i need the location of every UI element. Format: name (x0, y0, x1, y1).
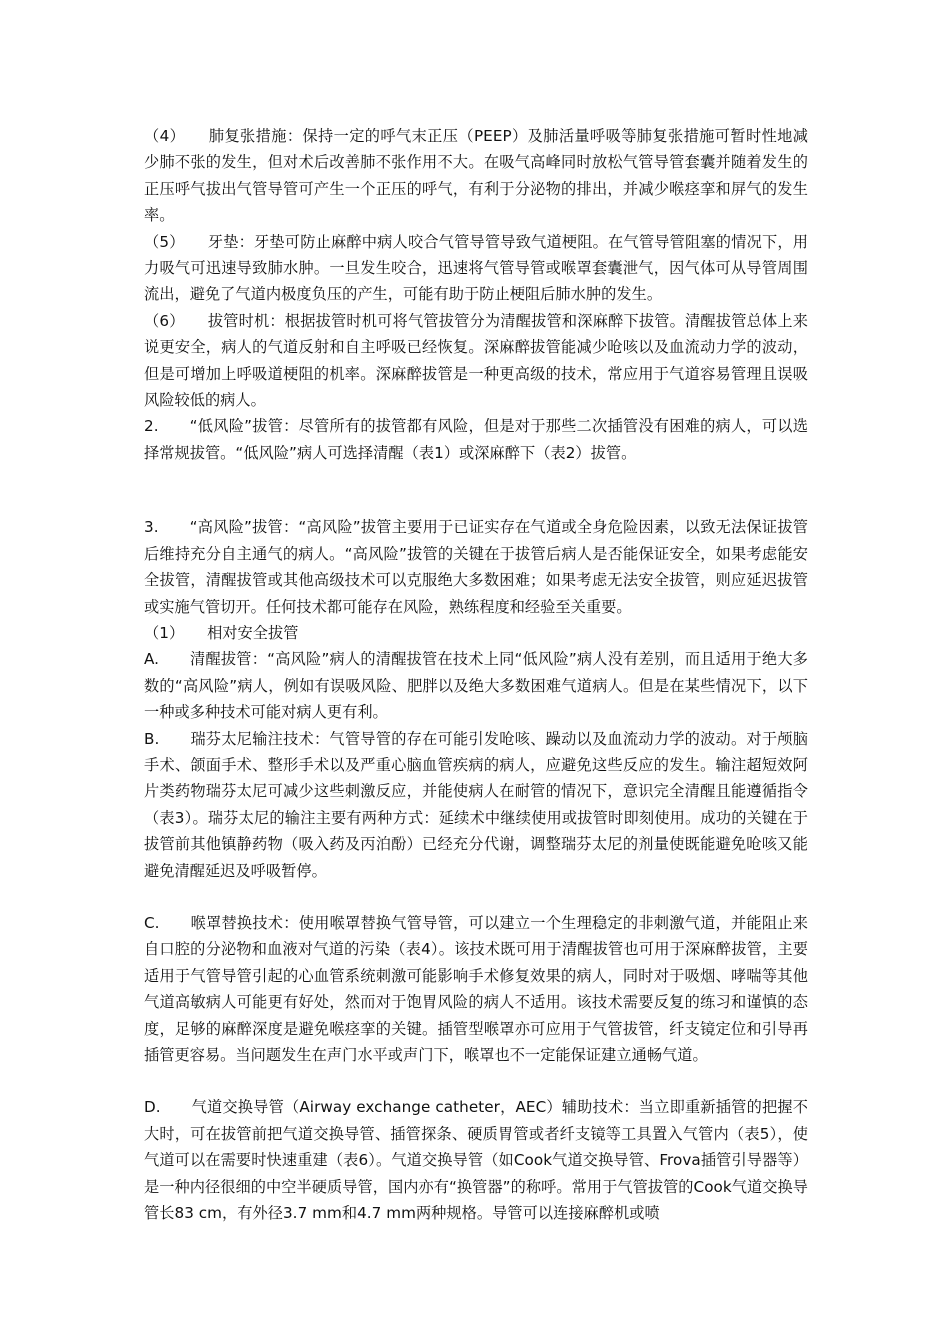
paragraph-lung-recruitment: （4） 肺复张措施：保持一定的呼气末正压（PEEP）及肺活量呼吸等肺复张措施可暂时性地减少肺不张的发生，但对术后改善肺不张作用不大。在吸气高峰同时放松气管导管套囊并随着发生的正压呼气拔出气管导管可产生一个正压的呼气，有利于分泌物的排出，并减少喉痉挛和屏气的发生率。 (144, 127, 808, 225)
paragraph-laryngeal-mask-exchange: C. 喉罩替换技术：使用喉罩替换气管导管，可以建立一个生理稳定的非刺激气道，并能阻止来自口腔的分泌物和血液对气道的污染（表4）。该技术既可用于清醒拔管也可用于深麻醉拔管，主要适用于气管导管引起的心血管系统刺激可能影响手术修复效果的病人，同时对于吸烟、哮喘等其他气道高敏病人可能更有好处，然而对于饱胃风险的病人不适用。该技术需要反复的练习和谨慎的态度，足够的麻醉深度是避免喉痉挛的关键。插管型喉罩亦可应用于气管拔管，纤支镜定位和引导再插管更容易。当问题发生在声门水平或声门下，喉罩也不一定能保证建立通畅气道。 (144, 913, 808, 1064)
blank-gap (144, 884, 808, 910)
paragraph-bite-block: （5） 牙垫：牙垫可防止麻醉中病人咬合气管导管导致气道梗阻。在气管导管阻塞的情况下，用力吸气可迅速导致肺水肿。一旦发生咬合，迅速将气管导管或喉罩套囊泄气，因气体可从导管周围流出，避免了气道内极度负压的产生，可能有助于防止梗阻后肺水肿的发生。 (144, 232, 808, 304)
paragraph-extubation-timing: （6） 拔管时机：根据拔管时机可将气管拔管分为清醒拔管和深麻醉下拔管。清醒拔管总体上来说更安全，病人的气道反射和自主呼吸已经恢复。深麻醉拔管能减少呛咳以及血流动力学的波动，但是可增加上呼吸道梗阻的机率。深麻醉拔管是一种更高级的技术，常应用于气道容易管理且误吸风险较低的病人。 (144, 311, 808, 410)
paragraph-airway-exchange-catheter: D. 气道交换导管（Airway exchange catheter，AEC）辅助技术：当立即重新插管的把握不大时，可在拔管前把气道交换导管、插管探条、硬质胃管或者纤支镜等工具置入气管内（表5），使气道可以在需要时快速重建（表6）。气道交换导管（如Cook气道交换导管、Frova插管引导器等）是一种内径很细的中空半硬质导管，国内亦有“换管器”的称呼。常用于气管拔管的Cook气道交换导管长83 cm，有外径3.7 mm和4.7 mm两种规格。导管可以连接麻醉机或喷 (144, 1098, 808, 1223)
paragraph-awake-extubation: A. 清醒拔管：“高风险”病人的清醒拔管在技术上同“低风险”病人没有差别，而且适用于绝大多数的“高风险”病人，例如有误吸风险、肥胖以及绝大多数困难气道病人。但是在某些情况下，以下一种或多种技术可能对病人更有利。 (144, 650, 808, 722)
blank-gap (144, 466, 808, 514)
paragraph-low-risk-extubation: 2. “低风险”拔管：尽管所有的拔管都有风险，但是对于那些二次插管没有困难的病人，可以选择常规拔管。“低风险”病人可选择清醒（表1）或深麻醉下（表2）拔管。 (144, 417, 808, 462)
paragraph-remifentanil-technique: B. 瑞芬太尼输注技术：气管导管的存在可能引发呛咳、躁动以及血流动力学的波动。对于颅脑手术、颌面手术、整形手术以及严重心脑血管疾病的病人，应避免这些反应的发生。输注超短效阿片类药物瑞芬太尼可减少这些刺激反应，并能使病人在耐管的情况下，意识完全清醒且能遵循指令（表3）。瑞芬太尼的输注主要有两种方式：延续术中继续使用或拔管时即刻使用。成功的关键在于拔管前其他镇静药物（吸入药及丙泊酚）已经充分代谢，调整瑞芬太尼的剂量使既能避免呛咳又能避免清醒延迟及呼吸暂停。 (144, 729, 808, 880)
paragraph-high-risk-extubation: 3. “高风险”拔管：“高风险”拔管主要用于已证实存在气道或全身危险因素，以致无法保证拔管后维持充分自主通气的病人。“高风险”拔管的关键在于拔管后病人是否能保证安全，如果考虑能安全拔管，清醒拔管或其他高级技术可以克服绝大多数困难；如果考虑无法安全拔管，则应延迟拔管或实施气管切开。任何技术都可能存在风险，熟练程度和经验至关重要。 (144, 518, 808, 616)
paragraph-relatively-safe-heading: （1） 相对安全拔管 (144, 623, 299, 642)
document-body (144, 123, 808, 1226)
blank-gap (144, 1068, 808, 1094)
